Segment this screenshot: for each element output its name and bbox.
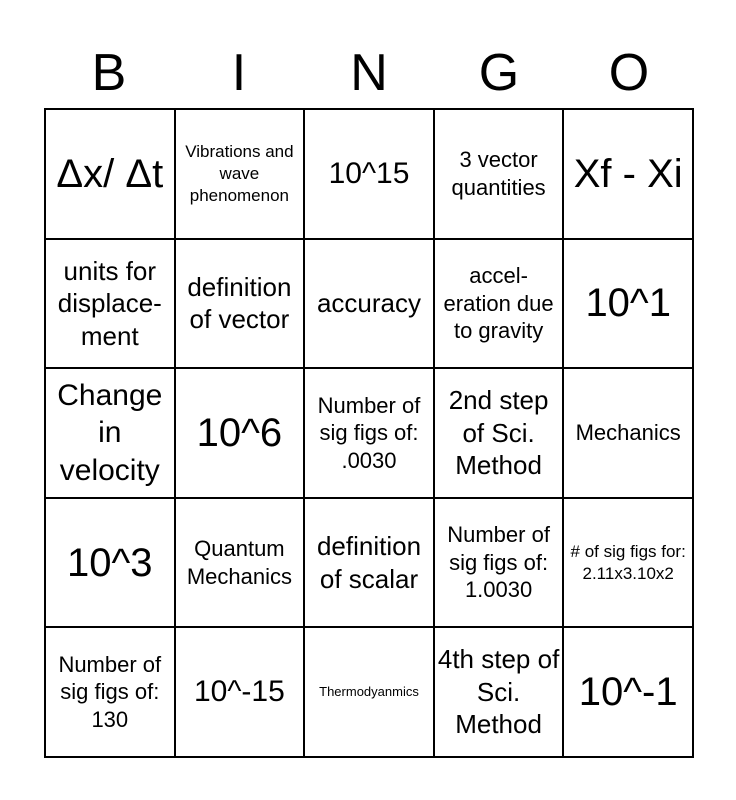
header-letter-b: B bbox=[91, 44, 127, 102]
bingo-cell[interactable]: 10^1 bbox=[563, 239, 693, 369]
bingo-cell[interactable]: Number of sig figs of: .0030 bbox=[304, 368, 434, 498]
bingo-cell[interactable]: accuracy bbox=[304, 239, 434, 369]
bingo-board bbox=[44, 108, 694, 758]
bingo-cell[interactable]: 4th step of Sci. Method bbox=[434, 627, 564, 757]
header-letter-i: I bbox=[231, 44, 247, 102]
bingo-cell[interactable]: Xf - Xi bbox=[563, 109, 693, 239]
bingo-cell[interactable]: 2nd step of Sci. Method bbox=[434, 368, 564, 498]
bingo-cell[interactable]: 10^-1 bbox=[563, 627, 693, 757]
bingo-cell[interactable]: 10^15 bbox=[304, 109, 434, 239]
bingo-cell[interactable]: definition of vector bbox=[175, 239, 305, 369]
bingo-cell[interactable]: Vibrations and wave phenomenon bbox=[175, 109, 305, 239]
bingo-cell[interactable]: # of sig figs for: 2.11x3.10x2 bbox=[563, 498, 693, 628]
bingo-cell[interactable]: Δx/ Δt bbox=[45, 109, 175, 239]
bingo-cell[interactable]: 10^3 bbox=[45, 498, 175, 628]
bingo-cell[interactable]: 10^6 bbox=[175, 368, 305, 498]
header-letter-o: O bbox=[608, 44, 650, 102]
bingo-cell[interactable]: Quantum Mechanics bbox=[175, 498, 305, 628]
bingo-cell[interactable]: accel-eration due to gravity bbox=[434, 239, 564, 369]
bingo-header bbox=[44, 38, 694, 108]
bingo-cell[interactable]: Number of sig figs of: 1.0030 bbox=[434, 498, 564, 628]
bingo-cell[interactable]: Number of sig figs of: 130 bbox=[45, 627, 175, 757]
bingo-cell[interactable]: Change in velocity bbox=[45, 368, 175, 498]
header-letter-n: N bbox=[350, 44, 388, 102]
bingo-cell[interactable]: Mechanics bbox=[563, 368, 693, 498]
bingo-cell[interactable]: Thermodyanmics bbox=[304, 627, 434, 757]
bingo-cell[interactable]: units for displace-ment bbox=[45, 239, 175, 369]
header-letter-g: G bbox=[478, 44, 520, 102]
bingo-cell[interactable]: 10^-15 bbox=[175, 627, 305, 757]
bingo-cell[interactable]: definition of scalar bbox=[304, 498, 434, 628]
bingo-cell[interactable]: 3 vector quantities bbox=[434, 109, 564, 239]
